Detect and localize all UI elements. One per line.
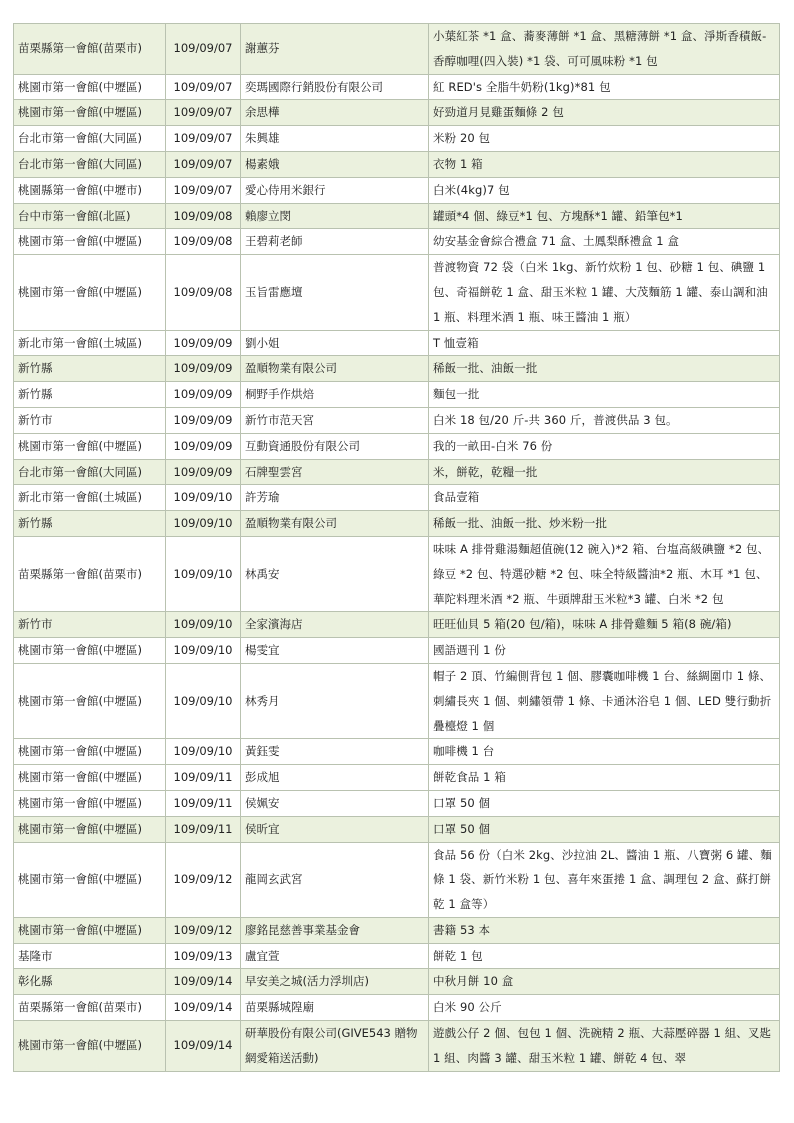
table-row (14, 612, 780, 638)
date-cell: 109/09/09 (166, 407, 241, 433)
items-cell: 食品 56 份（白米 2kg、沙拉油 2L、醬油 1 瓶、八寶粥 6 罐、麵條 1 袋、新竹米粉 1 包、喜年來蛋捲 1 盒、調理包 2 盒、蘇打餅乾 1 盒等） (429, 842, 780, 917)
unit-cell: 桃園市第一會館(中壢區) (14, 638, 166, 664)
items-cell: 書籍 53 本 (429, 917, 780, 943)
items-cell: 我的一畝田-白米 76 份 (429, 433, 780, 459)
unit-cell: 桃園市第一會館(中壢區) (14, 229, 166, 255)
items-cell: 旺旺仙貝 5 箱(20 包/箱)，味味 A 排骨雞麵 5 箱(8 碗/箱) (429, 612, 780, 638)
unit-cell: 台北市第一會館(大同區) (14, 459, 166, 485)
date-cell: 109/09/14 (166, 995, 241, 1021)
unit-cell: 桃園市第一會館(中壢區) (14, 765, 166, 791)
table-row (14, 459, 780, 485)
items-cell: 稀飯一批、油飯一批、炒米粉一批 (429, 511, 780, 537)
table-row (14, 407, 780, 433)
items-cell: 小葉紅茶 *1 盒、蕎麥薄餅 *1 盒、黑糖薄餅 *1 盒、淨斯香積飯-香醇咖哩(四入裝) *1 袋、可可風味粉 *1 包 (429, 24, 780, 75)
unit-cell: 新竹市 (14, 612, 166, 638)
donor-cell: 奕瑪國際行銷股份有限公司 (241, 74, 429, 100)
date-cell: 109/09/09 (166, 433, 241, 459)
unit-cell: 桃園市第一會館(中壢區) (14, 1021, 166, 1072)
date-cell: 109/09/12 (166, 917, 241, 943)
table-row (14, 1021, 780, 1072)
table-row (14, 203, 780, 229)
items-cell: 食品壹箱 (429, 485, 780, 511)
date-cell: 109/09/11 (166, 765, 241, 791)
items-cell: 國語週刊 1 份 (429, 638, 780, 664)
donor-cell: 余思樺 (241, 100, 429, 126)
donor-cell: 盈順物業有限公司 (241, 356, 429, 382)
items-cell: 帽子 2 頂、竹編側背包 1 個、膠囊咖啡機 1 台、絲綢圍巾 1 條、刺繡長夾 1 個、刺繡領帶 1 條、卡通沐浴皂 1 個、LED 雙行動折疊檯燈 1 個 (429, 663, 780, 738)
donor-cell: 苗栗縣城隍廟 (241, 995, 429, 1021)
date-cell: 109/09/07 (166, 74, 241, 100)
donor-cell: 石牌聖雲宮 (241, 459, 429, 485)
donor-cell: 盧宜萱 (241, 943, 429, 969)
donor-cell: 林秀月 (241, 663, 429, 738)
donor-cell: 龍岡玄武宮 (241, 842, 429, 917)
table-row (14, 151, 780, 177)
table-row (14, 356, 780, 382)
date-cell: 109/09/14 (166, 1021, 241, 1072)
donor-cell: 許芳瑜 (241, 485, 429, 511)
unit-cell: 苗栗縣第一會館(苗栗市) (14, 995, 166, 1021)
donor-cell: 全家濱海店 (241, 612, 429, 638)
donor-cell: 楊雯宜 (241, 638, 429, 664)
donor-cell: 侯姵安 (241, 790, 429, 816)
unit-cell: 新竹市 (14, 407, 166, 433)
date-cell: 109/09/10 (166, 485, 241, 511)
donor-cell: 廖銘昆慈善事業基金會 (241, 917, 429, 943)
unit-cell: 新竹縣 (14, 511, 166, 537)
date-cell: 109/09/09 (166, 459, 241, 485)
date-cell: 109/09/11 (166, 790, 241, 816)
unit-cell: 新竹縣 (14, 356, 166, 382)
table-row (14, 74, 780, 100)
items-cell: 白米 18 包/20 斤-共 360 斤，普渡供品 3 包。 (429, 407, 780, 433)
unit-cell: 苗栗縣第一會館(苗栗市) (14, 536, 166, 611)
items-cell: 味味 A 排骨雞湯麵超值碗(12 碗入)*2 箱、台塩高級碘鹽 *2 包、綠豆 *2 包、特選砂糖 *2 包、味全特級醬油*2 瓶、木耳 *1 包、華陀料理米酒 *2 瓶、牛頭牌甜玉米粒*3 罐、白米 *2 包 (429, 536, 780, 611)
date-cell: 109/09/09 (166, 330, 241, 356)
unit-cell: 基隆市 (14, 943, 166, 969)
items-cell: 紅 RED's 全脂牛奶粉(1kg)*81 包 (429, 74, 780, 100)
items-cell: 罐頭*4 個、綠豆*1 包、方塊酥*1 罐、鉛筆包*1 (429, 203, 780, 229)
donor-cell: 新竹市范天宮 (241, 407, 429, 433)
donation-table (13, 23, 780, 1072)
donor-cell: 彭成旭 (241, 765, 429, 791)
items-cell: 衣物 1 箱 (429, 151, 780, 177)
donor-cell: 林禹安 (241, 536, 429, 611)
table-row (14, 969, 780, 995)
date-cell: 109/09/07 (166, 151, 241, 177)
table-row (14, 330, 780, 356)
items-cell: 好勁道月見雞蛋麵條 2 包 (429, 100, 780, 126)
unit-cell: 苗栗縣第一會館(苗栗市) (14, 24, 166, 75)
date-cell: 109/09/12 (166, 842, 241, 917)
donor-cell: 盈順物業有限公司 (241, 511, 429, 537)
table-row (14, 485, 780, 511)
unit-cell: 桃園市第一會館(中壢區) (14, 842, 166, 917)
donor-cell: 研華股份有限公司(GIVE543 贈物網愛箱送活動) (241, 1021, 429, 1072)
items-cell: 白米 90 公斤 (429, 995, 780, 1021)
items-cell: 普渡物資 72 袋（白米 1kg、新竹炊粉 1 包、砂糖 1 包、碘鹽 1 包、奇福餅乾 1 盒、甜玉米粒 1 罐、大茂麵筋 1 罐、泰山調和油 1 瓶、料理米酒 1 瓶、味王醬油 1 瓶） (429, 255, 780, 330)
unit-cell: 桃園市第一會館(中壢區) (14, 433, 166, 459)
unit-cell: 新北市第一會館(土城區) (14, 330, 166, 356)
table-row (14, 382, 780, 408)
unit-cell: 桃園縣第一會館(中壢市) (14, 177, 166, 203)
donor-cell: 楊素娥 (241, 151, 429, 177)
unit-cell: 桃園市第一會館(中壢區) (14, 816, 166, 842)
date-cell: 109/09/07 (166, 177, 241, 203)
table-row (14, 177, 780, 203)
table-row (14, 511, 780, 537)
items-cell: 幼安基金會綜合禮盒 71 盒、土鳳梨酥禮盒 1 盒 (429, 229, 780, 255)
donation-table-body (14, 24, 780, 1072)
date-cell: 109/09/07 (166, 100, 241, 126)
items-cell: 中秋月餅 10 盒 (429, 969, 780, 995)
donor-cell: 朱興雄 (241, 126, 429, 152)
items-cell: 餅乾食品 1 箱 (429, 765, 780, 791)
date-cell: 109/09/10 (166, 739, 241, 765)
date-cell: 109/09/10 (166, 638, 241, 664)
date-cell: 109/09/08 (166, 203, 241, 229)
table-row (14, 433, 780, 459)
donor-cell: 劉小姐 (241, 330, 429, 356)
date-cell: 109/09/09 (166, 382, 241, 408)
unit-cell: 台中市第一會館(北區) (14, 203, 166, 229)
items-cell: 口罩 50 個 (429, 790, 780, 816)
table-row (14, 229, 780, 255)
date-cell: 109/09/07 (166, 24, 241, 75)
unit-cell: 桃園市第一會館(中壢區) (14, 100, 166, 126)
donor-cell: 愛心侍用米銀行 (241, 177, 429, 203)
donor-cell: 早安美之城(活力浮圳店) (241, 969, 429, 995)
items-cell: 米粉 20 包 (429, 126, 780, 152)
items-cell: 麵包一批 (429, 382, 780, 408)
items-cell: T 恤壹箱 (429, 330, 780, 356)
table-row (14, 100, 780, 126)
date-cell: 109/09/09 (166, 356, 241, 382)
table-row (14, 842, 780, 917)
table-row (14, 943, 780, 969)
date-cell: 109/09/14 (166, 969, 241, 995)
table-row (14, 24, 780, 75)
table-row (14, 739, 780, 765)
unit-cell: 桃園市第一會館(中壢區) (14, 255, 166, 330)
items-cell: 米，餅乾，乾糧一批 (429, 459, 780, 485)
unit-cell: 桃園市第一會館(中壢區) (14, 663, 166, 738)
table-row (14, 765, 780, 791)
unit-cell: 桃園市第一會館(中壢區) (14, 739, 166, 765)
donor-cell: 黃鈺雯 (241, 739, 429, 765)
unit-cell: 台北市第一會館(大同區) (14, 151, 166, 177)
unit-cell: 桃園市第一會館(中壢區) (14, 790, 166, 816)
table-row (14, 536, 780, 611)
date-cell: 109/09/07 (166, 126, 241, 152)
date-cell: 109/09/10 (166, 612, 241, 638)
date-cell: 109/09/13 (166, 943, 241, 969)
donor-cell: 賴廖立閔 (241, 203, 429, 229)
table-row (14, 638, 780, 664)
date-cell: 109/09/11 (166, 816, 241, 842)
table-row (14, 790, 780, 816)
date-cell: 109/09/10 (166, 663, 241, 738)
unit-cell: 新竹縣 (14, 382, 166, 408)
date-cell: 109/09/10 (166, 536, 241, 611)
items-cell: 稀飯一批、油飯一批 (429, 356, 780, 382)
unit-cell: 台北市第一會館(大同區) (14, 126, 166, 152)
donor-cell: 謝蕙芬 (241, 24, 429, 75)
unit-cell: 新北市第一會館(土城區) (14, 485, 166, 511)
date-cell: 109/09/10 (166, 511, 241, 537)
date-cell: 109/09/08 (166, 229, 241, 255)
items-cell: 口罩 50 個 (429, 816, 780, 842)
items-cell: 餅乾 1 包 (429, 943, 780, 969)
donor-cell: 玉旨雷應壇 (241, 255, 429, 330)
unit-cell: 桃園市第一會館(中壢區) (14, 74, 166, 100)
donor-cell: 桐野手作烘焙 (241, 382, 429, 408)
date-cell: 109/09/08 (166, 255, 241, 330)
table-row (14, 816, 780, 842)
table-row (14, 995, 780, 1021)
table-row (14, 126, 780, 152)
items-cell: 白米(4kg)7 包 (429, 177, 780, 203)
unit-cell: 桃園市第一會館(中壢區) (14, 917, 166, 943)
donor-cell: 侯昕宜 (241, 816, 429, 842)
table-row (14, 917, 780, 943)
unit-cell: 彰化縣 (14, 969, 166, 995)
donor-cell: 互動資通股份有限公司 (241, 433, 429, 459)
items-cell: 遊戲公仔 2 個、包包 1 個、洗碗精 2 瓶、大蒜壓碎器 1 組、叉匙 1 組、肉醬 3 罐、甜玉米粒 1 罐、餅乾 4 包、翠 (429, 1021, 780, 1072)
items-cell: 咖啡機 1 台 (429, 739, 780, 765)
table-row (14, 663, 780, 738)
donor-cell: 王碧莉老師 (241, 229, 429, 255)
table-row (14, 255, 780, 330)
